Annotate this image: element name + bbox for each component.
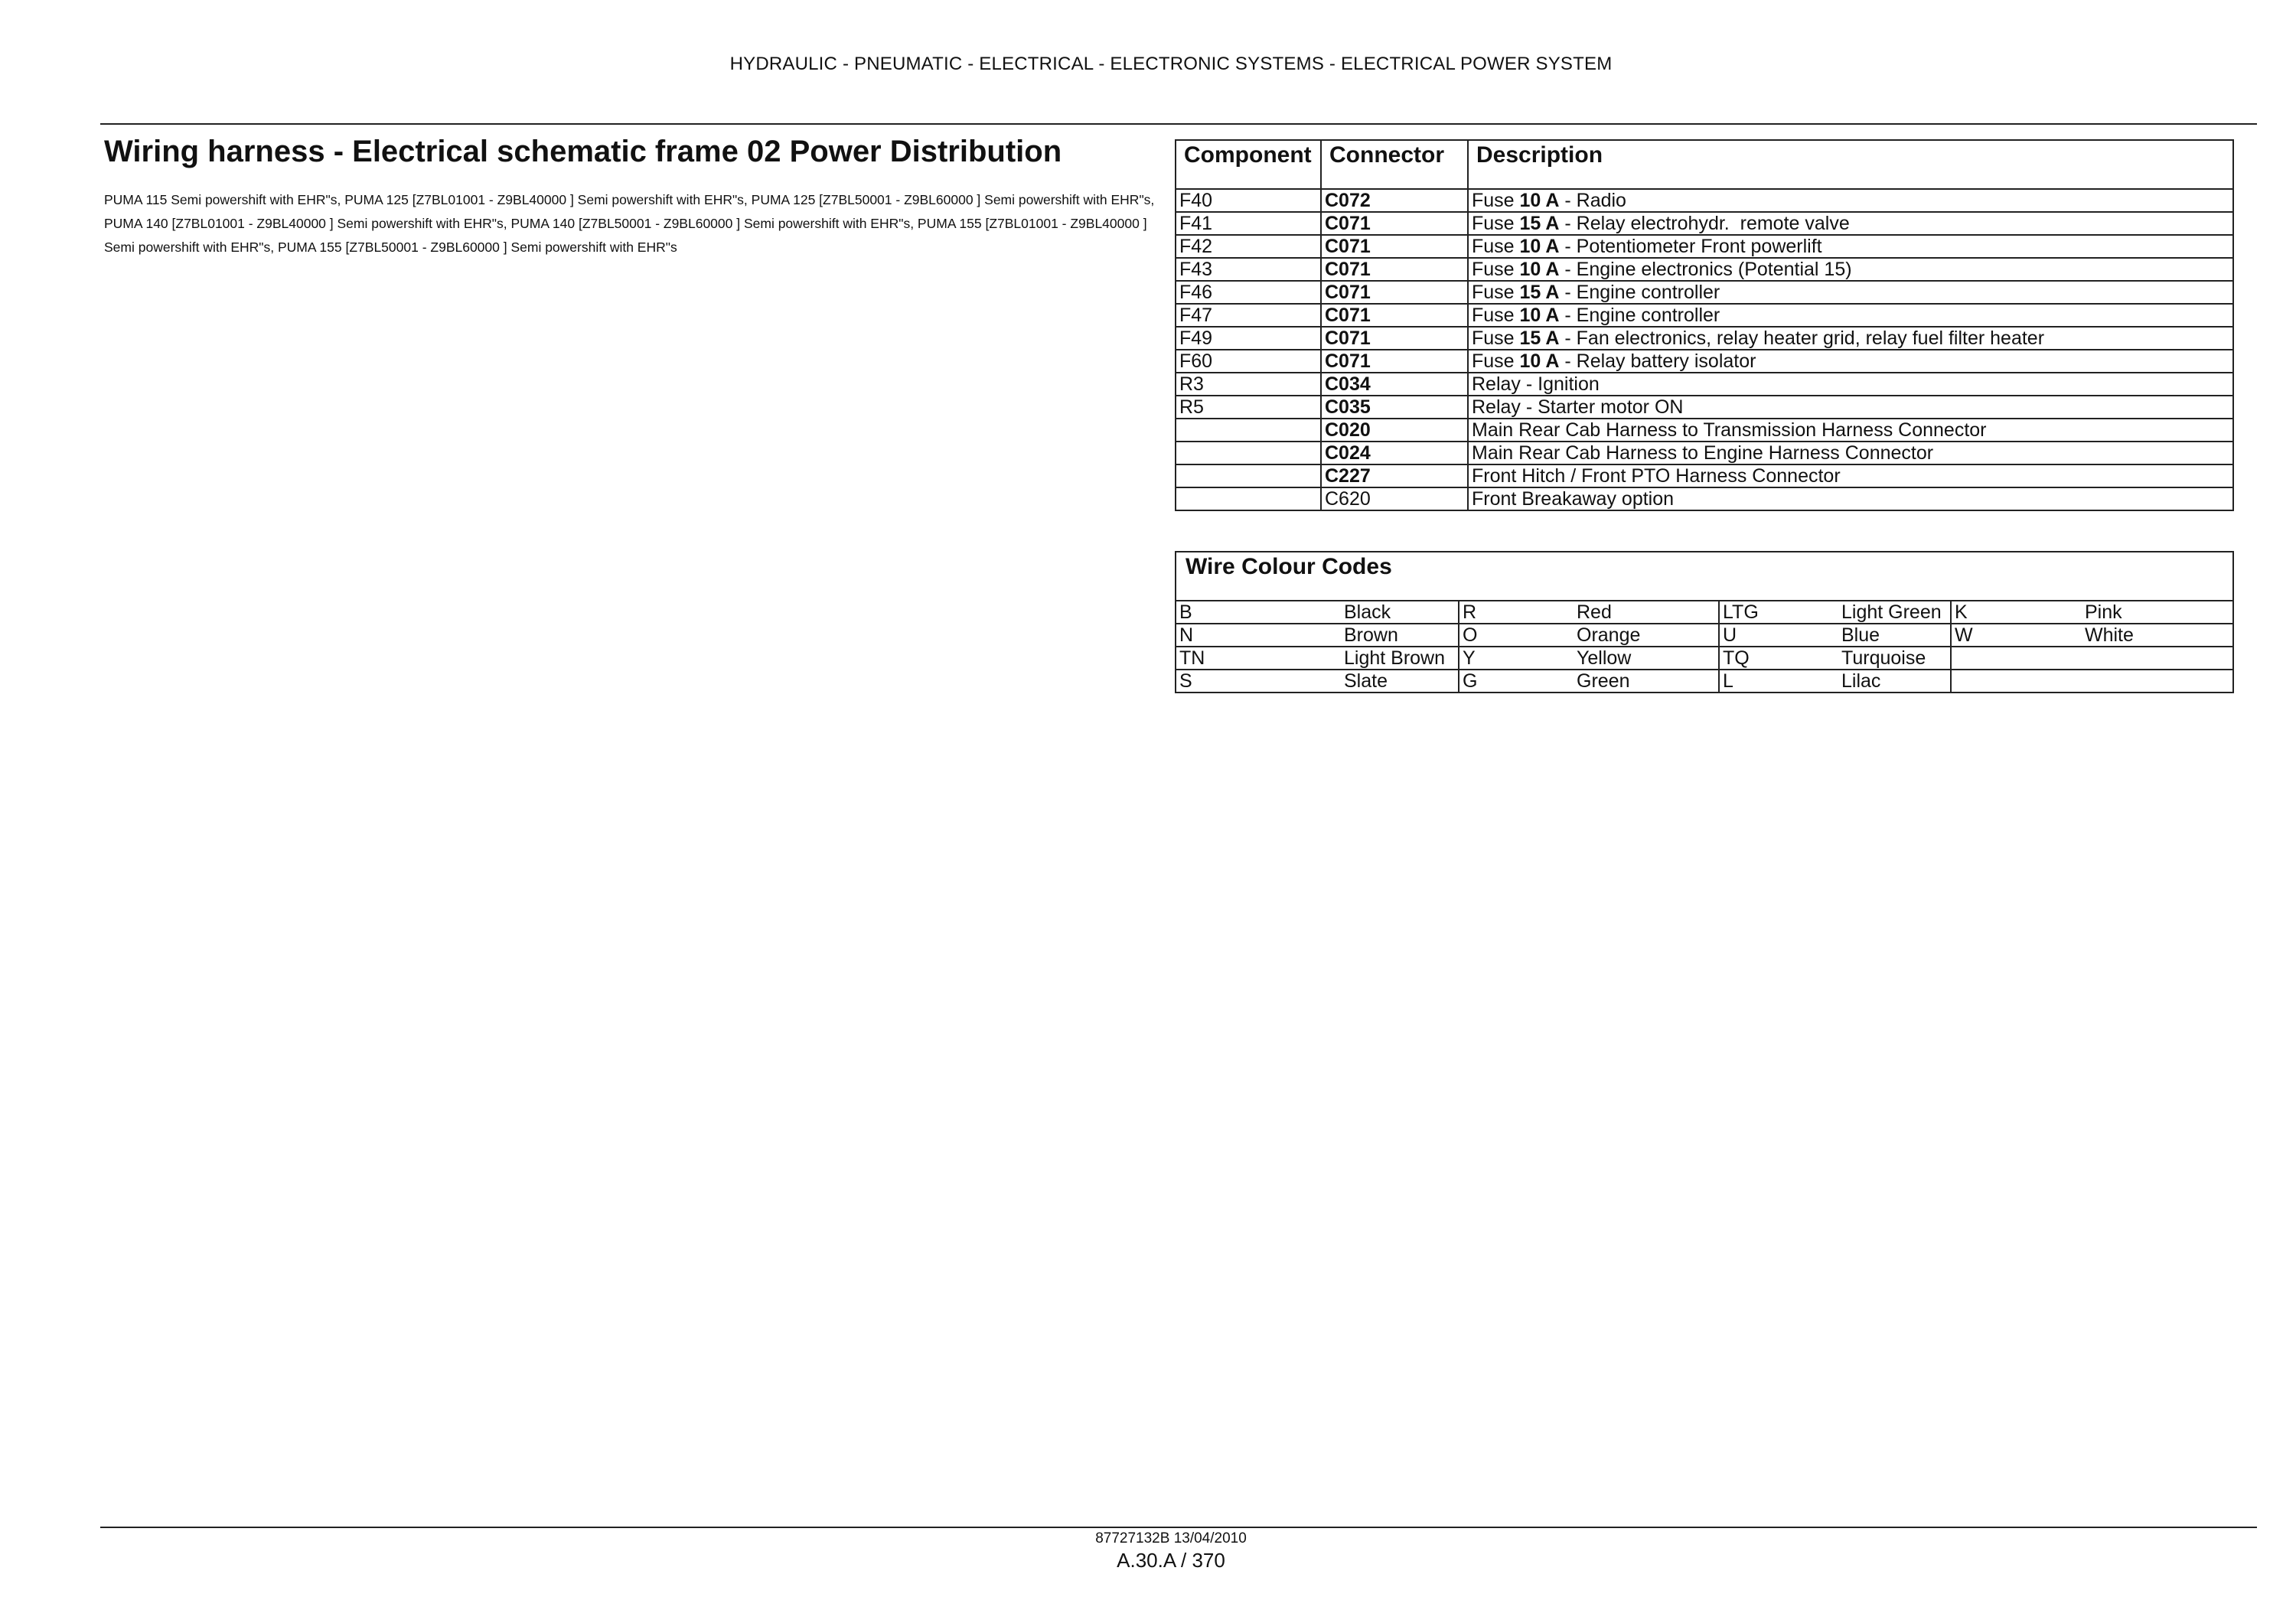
page-title: Wiring harness - Electrical schematic frame 02 Power Distribution — [104, 135, 1062, 168]
component-row — [1176, 442, 2233, 464]
description-text: - Fan electronics, relay heater grid, relay fuel filter heater — [1559, 328, 2045, 349]
wire-code-cell: S — [1176, 670, 1344, 693]
connector-cell: C071 — [1321, 327, 1468, 350]
description-text: Front Hitch / Front PTO Harness Connector — [1472, 465, 1841, 487]
wire-colour-name-cell: Red — [1577, 601, 1719, 624]
wire-colour-header — [1176, 552, 2233, 601]
component-row — [1176, 189, 2233, 212]
component-cell: F46 — [1176, 281, 1321, 304]
model-applicability: PUMA 115 Semi powershift with EHR"s, PUMA 125 [Z7BL01001 - Z9BL40000 ] Semi powershift with EHR"s, PUMA 125 [Z7BL50001 - Z9BL60000 ] Semi powershift with EHR"s, PUMA 140 [Z7BL01001 - Z9BL40000 ] Semi powershift with EHR"s, PUMA 140 [Z7BL50001 - Z9BL60000 ] Semi powershift with EHR"s, PUMA 155 [Z7BL01001 - Z9BL40000 ] Semi powershift with EHR"s, PUMA 155 [Z7BL50001 - Z9BL60000 ] Semi powershift with EHR"s — [104, 192, 1155, 255]
header-divider — [100, 123, 2257, 125]
wire-colour-name-cell: Turquoise — [1841, 647, 1951, 670]
wire-colour-row — [1176, 624, 2233, 647]
wire-colour-name-cell: Green — [1577, 670, 1719, 693]
component-row — [1176, 350, 2233, 373]
fuse-rating: 10 A — [1519, 190, 1560, 211]
connector-cell: C072 — [1321, 189, 1468, 212]
component-table — [1175, 139, 2234, 511]
description-text: Relay - Ignition — [1472, 373, 1600, 395]
wire-colour-title: Wire Colour Codes — [1176, 552, 2233, 601]
component-row — [1176, 235, 2233, 258]
component-cell: F60 — [1176, 350, 1321, 373]
connector-cell: C071 — [1321, 258, 1468, 281]
connector-cell: C035 — [1321, 396, 1468, 419]
wire-code-cell — [1951, 647, 2085, 670]
wire-colour-name-cell: Lilac — [1841, 670, 1951, 693]
component-row — [1176, 304, 2233, 327]
component-cell — [1176, 487, 1321, 510]
description-text: - Relay battery isolator — [1559, 350, 1756, 372]
description-cell — [1468, 419, 2233, 442]
component-cell: F47 — [1176, 304, 1321, 327]
fuse-rating: 10 A — [1519, 259, 1560, 280]
component-row — [1176, 281, 2233, 304]
description-prefix: Fuse — [1472, 236, 1520, 257]
component-row — [1176, 212, 2233, 235]
component-cell: F42 — [1176, 235, 1321, 258]
description-text: Main Rear Cab Harness to Transmission Harness Connector — [1472, 419, 1987, 441]
page-number: A.30.A / 370 — [1117, 1549, 1225, 1572]
fuse-rating: 15 A — [1519, 213, 1560, 234]
wire-colour-name-cell: Slate — [1344, 670, 1459, 693]
wire-code-cell: B — [1176, 601, 1344, 624]
wire-code-cell: O — [1459, 624, 1577, 647]
description-cell — [1468, 189, 2233, 212]
wire-colour-table — [1175, 551, 2234, 693]
description-text: - Engine electronics (Potential 15) — [1559, 259, 1852, 280]
wire-code-cell: R — [1459, 601, 1577, 624]
wire-code-cell: W — [1951, 624, 2085, 647]
wire-code-cell: K — [1951, 601, 2085, 624]
component-cell: F41 — [1176, 212, 1321, 235]
wire-colour-name-cell: Light Brown — [1344, 647, 1459, 670]
component-cell: R3 — [1176, 373, 1321, 396]
description-text: - Engine controller — [1559, 282, 1720, 303]
description-text: Relay - Starter motor ON — [1472, 396, 1684, 418]
wire-colour-name-cell: Brown — [1344, 624, 1459, 647]
description-cell — [1468, 464, 2233, 487]
component-cell: R5 — [1176, 396, 1321, 419]
wire-colour-name-cell — [2085, 670, 2233, 693]
wire-colour-name-cell — [2085, 647, 2233, 670]
wire-colour-name-cell: Black — [1344, 601, 1459, 624]
component-row — [1176, 396, 2233, 419]
connector-cell: C071 — [1321, 304, 1468, 327]
component-row — [1176, 419, 2233, 442]
description-cell — [1468, 442, 2233, 464]
connector-cell: C034 — [1321, 373, 1468, 396]
description-text: - Potentiometer Front powerlift — [1559, 236, 1822, 257]
description-prefix: Fuse — [1472, 213, 1520, 234]
fuse-rating: 10 A — [1519, 305, 1560, 326]
component-row — [1176, 327, 2233, 350]
connector-cell: C024 — [1321, 442, 1468, 464]
component-table-header — [1176, 140, 2233, 189]
component-column-header: Component — [1176, 140, 1321, 189]
wire-code-cell: G — [1459, 670, 1577, 693]
wire-code-cell: Y — [1459, 647, 1577, 670]
wire-colour-name-cell: Blue — [1841, 624, 1951, 647]
document-reference: 87727132B 13/04/2010 — [1095, 1530, 1247, 1546]
description-cell — [1468, 304, 2233, 327]
fuse-rating: 10 A — [1519, 350, 1560, 372]
description-prefix: Fuse — [1472, 259, 1520, 280]
wire-code-cell: LTG — [1719, 601, 1841, 624]
wire-colour-name-cell: Pink — [2085, 601, 2233, 624]
component-cell: F49 — [1176, 327, 1321, 350]
component-cell — [1176, 464, 1321, 487]
description-text: - Relay electrohydr. remote valve — [1559, 213, 1850, 234]
component-row — [1176, 487, 2233, 510]
connector-cell: C071 — [1321, 212, 1468, 235]
connector-cell: C620 — [1321, 487, 1468, 510]
description-text: Main Rear Cab Harness to Engine Harness Connector — [1472, 442, 1934, 464]
connector-cell: C071 — [1321, 350, 1468, 373]
connector-cell: C020 — [1321, 419, 1468, 442]
component-row — [1176, 464, 2233, 487]
wire-colour-row — [1176, 647, 2233, 670]
description-text: Front Breakaway option — [1472, 488, 1675, 510]
wire-colour-row — [1176, 601, 2233, 624]
description-cell — [1468, 258, 2233, 281]
description-text: - Radio — [1559, 190, 1626, 211]
component-cell: F40 — [1176, 189, 1321, 212]
wire-colour-row — [1176, 670, 2233, 693]
fuse-rating: 10 A — [1519, 236, 1560, 257]
fuse-rating: 15 A — [1519, 282, 1560, 303]
component-row — [1176, 258, 2233, 281]
component-cell: F43 — [1176, 258, 1321, 281]
description-text: - Engine controller — [1559, 305, 1720, 326]
component-cell — [1176, 419, 1321, 442]
running-header: HYDRAULIC - PNEUMATIC - ELECTRICAL - ELECTRONIC SYSTEMS - ELECTRICAL POWER SYSTEM — [729, 54, 1613, 74]
component-cell — [1176, 442, 1321, 464]
description-cell — [1468, 327, 2233, 350]
description-cell — [1468, 373, 2233, 396]
connector-cell: C071 — [1321, 281, 1468, 304]
wire-code-cell — [1951, 670, 2085, 693]
wire-code-cell: N — [1176, 624, 1344, 647]
wire-code-cell: TN — [1176, 647, 1344, 670]
fuse-rating: 15 A — [1519, 328, 1560, 349]
description-cell — [1468, 396, 2233, 419]
description-prefix: Fuse — [1472, 305, 1520, 326]
component-row — [1176, 373, 2233, 396]
footer-divider — [100, 1527, 2257, 1528]
description-cell — [1468, 350, 2233, 373]
wire-code-cell: U — [1719, 624, 1841, 647]
wire-code-cell: TQ — [1719, 647, 1841, 670]
description-column-header: Description — [1468, 140, 2233, 189]
connector-column-header: Connector — [1321, 140, 1468, 189]
connector-cell: C227 — [1321, 464, 1468, 487]
connector-cell: C071 — [1321, 235, 1468, 258]
description-prefix: Fuse — [1472, 328, 1520, 349]
description-prefix: Fuse — [1472, 350, 1520, 372]
wire-colour-name-cell: White — [2085, 624, 2233, 647]
wire-colour-name-cell: Light Green — [1841, 601, 1951, 624]
description-prefix: Fuse — [1472, 190, 1520, 211]
description-cell — [1468, 281, 2233, 304]
description-cell — [1468, 212, 2233, 235]
description-cell — [1468, 235, 2233, 258]
wire-code-cell: L — [1719, 670, 1841, 693]
wire-colour-name-cell: Yellow — [1577, 647, 1719, 670]
wire-colour-name-cell: Orange — [1577, 624, 1719, 647]
description-cell — [1468, 487, 2233, 510]
description-prefix: Fuse — [1472, 282, 1520, 303]
